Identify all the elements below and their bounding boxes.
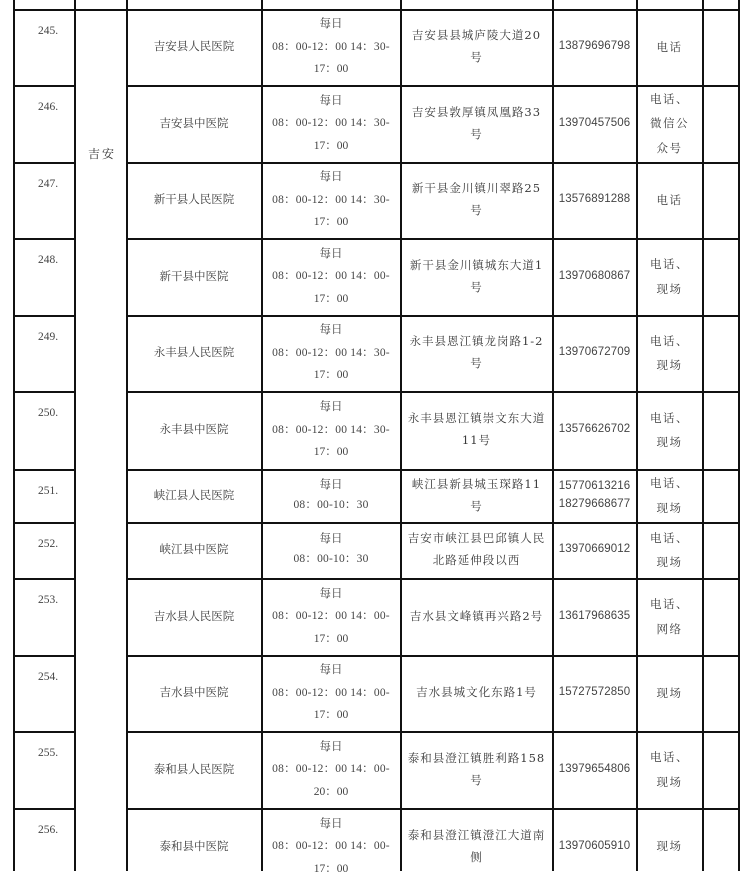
- booking-method: [637, 9, 702, 85]
- address: [401, 522, 552, 578]
- grid-line: [13, 655, 75, 657]
- phone: [553, 578, 636, 655]
- hours-end: 17：00: [313, 709, 349, 722]
- address: [401, 315, 552, 391]
- address-text: 永丰县恩江镇崇文东大道11号: [407, 411, 546, 447]
- booking-method-text: 电话: [656, 192, 683, 207]
- hours-end: 17：00: [313, 216, 349, 229]
- remarks-cell: [703, 655, 738, 731]
- hospital-name-text: 永丰县人民医院: [153, 345, 235, 360]
- hours-line: 08：00-12：00 14：30-: [272, 193, 390, 206]
- hospital-name-text: 吉水县人民医院: [153, 608, 235, 623]
- phone: [553, 469, 636, 522]
- address-text: 吉水县文峰镇再兴路2号: [409, 608, 544, 623]
- phone: [553, 162, 636, 238]
- address: [401, 655, 552, 731]
- address: [401, 578, 552, 655]
- phone: [553, 238, 636, 315]
- service-hours: [262, 578, 400, 655]
- row-number: 250.: [38, 407, 59, 419]
- row-number: 245.: [38, 25, 59, 37]
- address: [401, 469, 552, 522]
- hours-end: 17：00: [313, 446, 349, 459]
- service-days: 每日: [319, 324, 343, 337]
- address-text: 吉水县城文化东路1号: [416, 685, 537, 700]
- booking-method-text: 电话、现场: [650, 410, 689, 449]
- booking-method: [637, 578, 702, 655]
- hospital-name-text: 新干县人民医院: [153, 192, 235, 207]
- service-hours: [262, 391, 400, 469]
- hospital-name: [127, 731, 261, 808]
- phone-number: 13970672709: [558, 346, 631, 359]
- grid-line: [13, 315, 75, 317]
- booking-method: [637, 655, 702, 731]
- row-number: 252.: [38, 538, 59, 550]
- row-number: 251.: [38, 485, 59, 497]
- phone-number: 13617968635: [558, 609, 631, 622]
- service-hours: [262, 315, 400, 391]
- hospital-name-text: 峡江县人民医院: [153, 487, 235, 502]
- booking-method-text: 电话、现场: [650, 333, 689, 372]
- grid-line: [74, 9, 127, 11]
- booking-method-text: 电话、微信公众号: [650, 92, 689, 155]
- grid-line: [13, 162, 75, 164]
- hospital-name: [127, 391, 261, 469]
- address: [401, 85, 552, 162]
- address-text: 峡江县新县城玉琛路11号: [411, 476, 542, 513]
- booking-method: [637, 238, 702, 315]
- grid-line: [13, 0, 15, 871]
- booking-method: [637, 731, 702, 808]
- hospital-name: [127, 162, 261, 238]
- hospital-name-text: 永丰县中医院: [159, 422, 229, 437]
- hours-line: 08：00-12：00 14：30-: [272, 423, 390, 436]
- service-days: 每日: [319, 664, 343, 677]
- phone-number-2: 18279668677: [558, 497, 631, 510]
- row-number: 253.: [38, 594, 59, 606]
- service-hours: [262, 238, 400, 315]
- booking-method: [637, 522, 702, 578]
- service-days: 每日: [319, 478, 343, 491]
- service-days: 每日: [319, 533, 343, 546]
- hours-end: 17：00: [313, 63, 349, 76]
- hospital-name: [127, 469, 261, 522]
- service-days: 每日: [319, 817, 343, 830]
- hospital-name-text: 吉安县中医院: [159, 115, 229, 130]
- address-text: 永丰县恩江镇龙岗路1-2号: [409, 334, 544, 370]
- booking-method-text: 电话、现场: [650, 476, 689, 515]
- remarks-cell: [703, 238, 738, 315]
- grid-line: [738, 0, 740, 871]
- hours-line: 08：00-12：00 14：30-: [272, 117, 390, 130]
- hospital-name: [127, 578, 261, 655]
- phone-number: 15727572850: [558, 686, 631, 699]
- service-days: 每日: [319, 171, 343, 184]
- hospital-name-text: 泰和县中医院: [159, 838, 229, 853]
- hours-end: 17：00: [313, 292, 349, 305]
- remarks-cell: [703, 162, 738, 238]
- row-number: 249.: [38, 331, 59, 343]
- booking-method-text: 现场: [656, 839, 683, 854]
- hours-line: 08：00-10：30: [293, 553, 369, 565]
- grid-line: [74, 0, 76, 871]
- grid-line: [13, 578, 75, 580]
- remarks-cell: [703, 522, 738, 578]
- phone: [553, 315, 636, 391]
- address: [401, 238, 552, 315]
- service-days: 每日: [319, 587, 343, 600]
- hospital-name: [127, 655, 261, 731]
- booking-method-text: 电话、现场: [650, 530, 689, 569]
- phone: [553, 9, 636, 85]
- address-text: 吉安县敦厚镇凤凰路33号: [411, 104, 542, 141]
- hours-end: 17：00: [313, 632, 349, 645]
- row-number: 248.: [38, 254, 59, 266]
- booking-method-text: 电话: [656, 39, 683, 54]
- hospital-name: [127, 522, 261, 578]
- grid-line: [13, 391, 75, 393]
- hospital-name-text: 新干县中医院: [159, 268, 229, 283]
- booking-method: [637, 469, 702, 522]
- hours-line: 08：00-12：00 14：00-: [272, 610, 390, 623]
- address: [401, 808, 552, 885]
- service-hours: [262, 469, 400, 522]
- hours-line: 08：00-12：00 14：30-: [272, 40, 390, 53]
- row-number: 255.: [38, 747, 59, 759]
- region-label: 吉安: [88, 147, 117, 161]
- phone-number: 13979654806: [558, 762, 631, 775]
- phone: [553, 391, 636, 469]
- remarks-cell: [703, 731, 738, 808]
- grid-line: [13, 731, 75, 733]
- service-hours: [262, 731, 400, 808]
- hospital-name-text: 吉安县人民医院: [153, 39, 235, 54]
- phone-number: 13970680867: [558, 269, 631, 282]
- row-number: 256.: [38, 824, 59, 836]
- remarks-cell: [703, 469, 738, 522]
- booking-method-text: 电话、现场: [650, 257, 689, 296]
- phone-number: 15770613216: [558, 480, 631, 493]
- hours-line: 08：00-12：00 14：00-: [272, 840, 390, 853]
- hospital-name: [127, 9, 261, 85]
- grid-line: [13, 238, 75, 240]
- phone: [553, 522, 636, 578]
- booking-method: [637, 808, 702, 885]
- booking-method: [637, 315, 702, 391]
- service-hours: [262, 522, 400, 578]
- phone-number: 13576626702: [558, 423, 631, 436]
- booking-method: [637, 162, 702, 238]
- phone: [553, 655, 636, 731]
- service-hours: [262, 162, 400, 238]
- remarks-cell: [703, 9, 738, 85]
- service-days: 每日: [319, 18, 343, 31]
- address: [401, 391, 552, 469]
- service-days: 每日: [319, 740, 343, 753]
- hospital-name: [127, 315, 261, 391]
- address: [401, 9, 552, 85]
- address-text: 新干县金川镇川翠路25号: [411, 181, 542, 217]
- hours-line: 08：00-12：00 14：00-: [272, 686, 390, 699]
- remarks-cell: [703, 808, 738, 885]
- booking-method-text: 现场: [656, 685, 683, 700]
- phone-number: 13576891288: [558, 193, 631, 206]
- address: [401, 162, 552, 238]
- hours-end: 20：00: [313, 785, 349, 798]
- grid-line: [13, 85, 75, 87]
- service-hours: [262, 85, 400, 162]
- phone-number: 13970605910: [558, 839, 631, 852]
- service-hours: [262, 9, 400, 85]
- phone-number: 13970457506: [558, 116, 631, 129]
- hours-line: 08：00-12：00 14：00-: [272, 763, 390, 776]
- row-number: 254.: [38, 671, 59, 683]
- grid-line: [13, 808, 75, 810]
- hours-end: 17：00: [313, 369, 349, 382]
- hospital-name: [127, 808, 261, 885]
- phone: [553, 85, 636, 162]
- service-days: 每日: [319, 401, 343, 414]
- grid-line: [13, 9, 75, 11]
- address-text: 新干县金川镇城东大道1号: [409, 257, 544, 294]
- phone-number: 13970669012: [558, 543, 631, 556]
- hours-line: 08：00-10：30: [293, 498, 369, 511]
- hospital-name: [127, 238, 261, 315]
- service-hours: [262, 808, 400, 885]
- booking-method-text: 电话、现场: [650, 750, 689, 789]
- remarks-cell: [703, 578, 738, 655]
- phone-number: 13879696798: [558, 40, 631, 53]
- grid-line: [13, 469, 75, 471]
- hours-end: 17：00: [313, 139, 349, 152]
- booking-method-text: 电话、网络: [650, 597, 689, 636]
- row-number: 247.: [38, 178, 59, 190]
- hospital-name-text: 吉水县中医院: [159, 685, 229, 700]
- address-text: 吉安县县城庐陵大道20号: [411, 28, 542, 64]
- booking-method: [637, 391, 702, 469]
- remarks-cell: [703, 315, 738, 391]
- service-days: 每日: [319, 247, 343, 260]
- phone: [553, 731, 636, 808]
- grid-line: [13, 522, 75, 524]
- phone: [553, 808, 636, 885]
- hospital-name-text: 泰和县人民医院: [153, 761, 235, 776]
- address-text: 泰和县澄江镇胜利路158号: [407, 750, 546, 787]
- booking-method: [637, 85, 702, 162]
- hours-line: 08：00-12：00 14：00-: [272, 270, 390, 283]
- service-days: 每日: [319, 94, 343, 107]
- address-text: 泰和县澄江镇澄江大道南侧: [407, 827, 546, 864]
- hours-end: 17：00: [313, 862, 349, 875]
- remarks-cell: [703, 391, 738, 469]
- service-hours: [262, 655, 400, 731]
- row-number: 246.: [38, 101, 59, 113]
- address: [401, 731, 552, 808]
- hours-line: 08：00-12：00 14：30-: [272, 346, 390, 359]
- address-text: 吉安市峡江县巴邱镇人民北路延伸段以西: [407, 531, 546, 567]
- hospital-name: [127, 85, 261, 162]
- hospital-name-text: 峡江县中医院: [159, 542, 229, 557]
- remarks-cell: [703, 85, 738, 162]
